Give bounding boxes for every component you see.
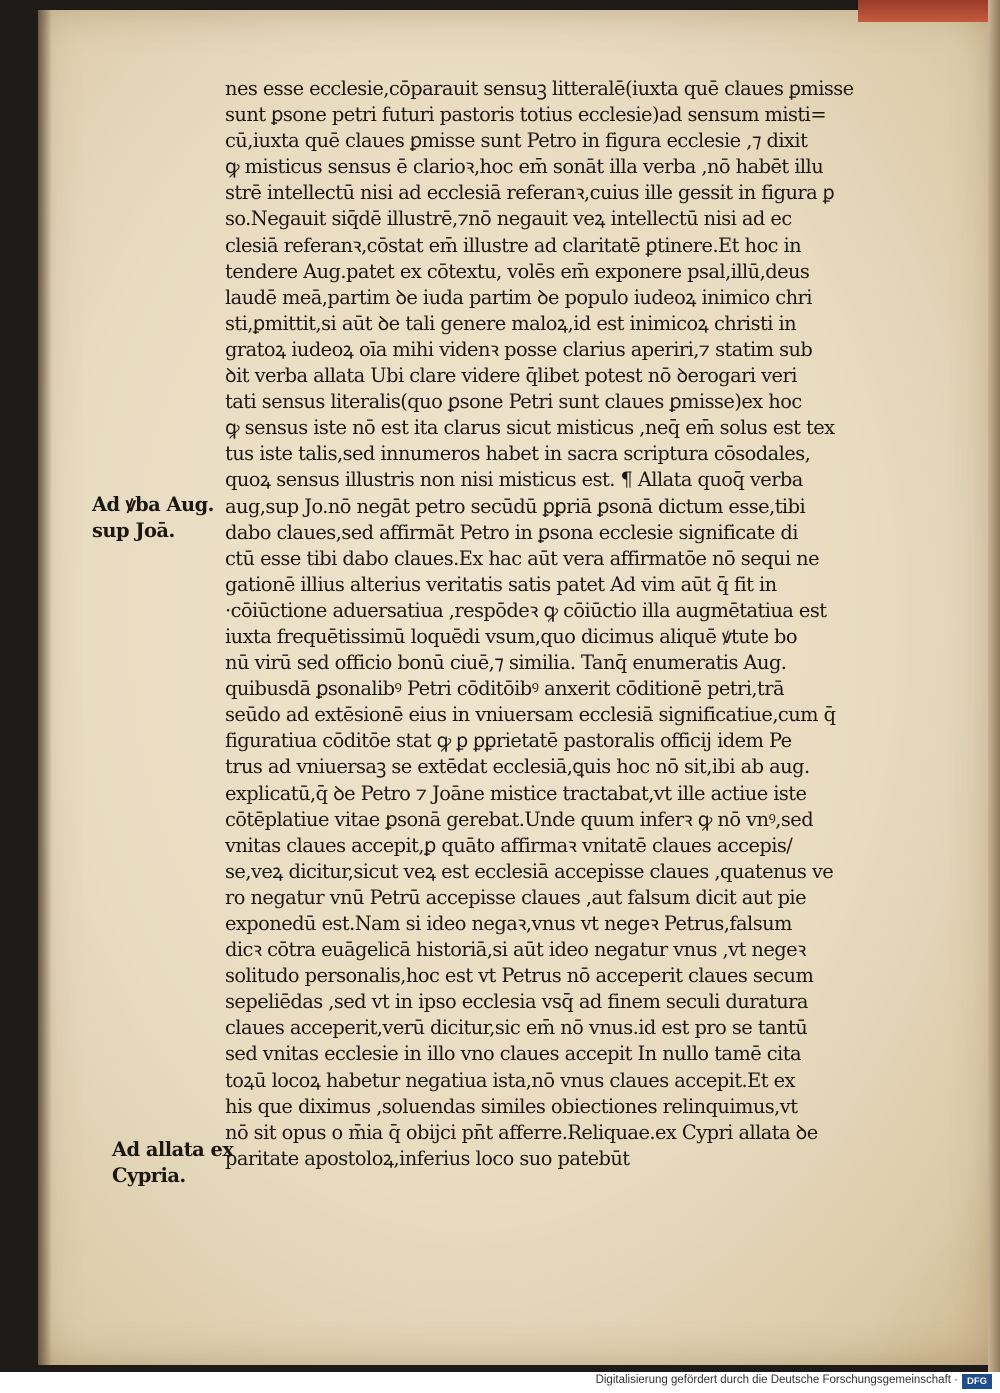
margin-note-augustine — [92, 492, 214, 544]
text-line: cōtēplatiue vitae ꝑsonā gerebat.Unde quum inferꝛ ꝙ nō vnꝰ,sed — [225, 807, 814, 831]
text-line: ctū esse tibi dabo claues.Ex hac aūt vera affirmatōe nō sequi ne — [225, 546, 819, 570]
text-line: dabo claues,sed affirmāt Petro in ꝑsona ecclesie significate di — [225, 520, 798, 544]
text-line: ·cōiūctione aduersatiua ,respōdeꝛ ꝙ cōiūctio illa augmētatiua est — [225, 598, 827, 622]
text-line: explicatū,q̄ ꝺe Petro ⁊ Joāne mistice tractabat,vt ille actiue iste — [225, 781, 807, 805]
text-line: ꝺit verba allata Ubi clare videre q̄libet potest nō ꝺerogari veri — [225, 364, 797, 388]
text-line: sunt ꝑsone petri futuri pastoris totius ecclesie)ad sensum misti= — [225, 103, 827, 127]
margin-note-line: sup Joā. — [92, 519, 175, 542]
page-edge — [988, 0, 1000, 1380]
text-line: tus iste talis,sed innumeros habet in sacra scriptura cōsodales, — [225, 442, 811, 466]
text-line: tendere Aug.patet ex cōtextu, volēs em̄ exponere psal,illū,deus — [225, 259, 810, 283]
text-line: cū,iuxta quē claues ꝑmisse sunt Petro in figura ecclesie ,⁊ dixit — [225, 129, 808, 153]
text-line: iuxta frequētissimū loquēdi vsum,quo dicimus aliquē ꝟtute bo — [225, 624, 798, 648]
text-line: se,veꝝ dicitur,sicut veꝝ est ecclesiā accepisse claues ,quatenus ve — [225, 859, 834, 883]
text-line: vnitas claues accepit,ꝑ quāto affirmaꝛ vnitatē claues accepis/ — [225, 833, 793, 857]
text-line: ro negatur vnū Petrū accepisse claues ,aut falsum dicit aut pie — [225, 885, 807, 909]
text-line: so.Negauit siq̄dē illustrē,⁊nō negauit veꝝ intellectū nisi ad ec — [225, 207, 792, 231]
margin-note-cyprian — [112, 1137, 233, 1189]
text-line: seūdo ad extēsionē eius in vniuersam ecclesiā significatiue,cum q̄ — [225, 703, 836, 727]
text-line: toꝝū locoꝝ habetur negatiua ista,nō vnus claues accepit.Et ex — [225, 1068, 795, 1092]
page-gutter-shadow — [38, 10, 52, 1365]
margin-note-line: Ad allata ex — [112, 1138, 234, 1161]
funding-credit: Digitalisierung gefördert durch die Deutsche Forschungsgemeinschaft · — [595, 1374, 958, 1386]
text-line: trus ad vniuersaꝫ se extēdat ecclesiā,ꝗuis hoc nō sit,ibi ab aug. — [225, 755, 810, 779]
text-line: dicꝛ cōtra euāgelicā historiā,si aūt ideo negatur vnus ,vt negeꝛ — [225, 938, 806, 962]
text-line: strē intellectū nisi ad ecclesiā referanꝛ,cuius ille gessit in figura ꝑ — [225, 181, 835, 205]
text-line: claues acceperit,verū dicitur,sic em̄ nō vnus.id est pro se tantū — [225, 1016, 808, 1040]
text-line: his que diximus ,soluendas similes obiectiones relinquimus,vt — [225, 1094, 798, 1118]
text-line: laudē meā,partim ꝺe iuda partim ꝺe populo iudeoꝝ inimico chri — [225, 285, 812, 309]
text-line: nū virū sed officio bonū ciuē,⁊ similia. Tanq̄ enumeratis Aug. — [225, 651, 787, 675]
text-line: sti,ꝑmittit,si aūt ꝺe tali genere maloꝝ,id est inimicoꝝ christi in — [225, 311, 797, 335]
text-line: ꝙ sensus iste nō est ita clarus sicut misticus ,neq̄ em̄ solus est tex — [225, 416, 835, 440]
text-line: quoꝝ sensus illustris non nisi misticus est. ¶ Allata quoq̄ verba — [225, 468, 803, 492]
text-line: figuratiua cōditōe stat ꝙ ꝑ ꝑꝑrietatē pastoralis officij idem Pe — [225, 729, 792, 753]
text-line: clesiā referanꝛ,cōstat em̄ illustre ad claritatē ꝑtinere.Et hoc in — [225, 233, 802, 257]
text-line: quibusdā ꝑsonalibꝰ Petri cōditōibꝰ anxerit cōditionē petri,trā — [225, 677, 785, 701]
margin-note-line: Ad ꝟba Aug. — [92, 493, 214, 516]
text-line: paritate apostoloꝝ,inferius loco suo patebūt — [225, 1146, 630, 1170]
text-line: exponedū est.Nam si ideo negaꝛ,vnus vt negeꝛ Petrus,falsum — [225, 912, 792, 935]
text-line: nes esse ecclesie,cōparauit sensuꝫ litteralē(iuxta quē claues ꝑmisse — [225, 77, 854, 100]
text-line: sed vnitas ecclesie in illo vno claues accepit In nullo tamē cita — [225, 1042, 801, 1066]
dfg-logo: DFG — [962, 1374, 992, 1389]
text-line: gratoꝝ iudeoꝝ oīa mihi videnꝛ posse clarius aperiri,⁊ statim sub — [225, 337, 813, 361]
margin-note-line: Cypria. — [112, 1164, 186, 1187]
text-line: tati sensus literalis(quo ꝑsone Petri sunt claues ꝑmisse)ex hoc — [225, 390, 802, 414]
text-line: sepeliēdas ,sed vt in ipso ecclesia vsq̄ ad finem seculi duratura — [225, 990, 808, 1014]
text-line: solitudo personalis,hoc est vt Petrus nō acceperit claues secum — [225, 964, 814, 988]
binding-strip — [858, 0, 1000, 22]
text-line: aug,sup Jo.nō negāt petro secūdū ꝑꝑriā ꝑsonā dictum esse,tibi — [225, 494, 806, 518]
text-line: gationē illius alterius veritatis satis patet Ad vim aūt q̄ fit in — [225, 572, 777, 596]
text-line: nō sit opus o m̄ia q̄ obijci pn̄t afferre.Reliquae.ex Cypri allata ꝺe — [225, 1120, 818, 1144]
text-line: ꝙ misticus sensus ē clarioꝛ,hoc em̄ sonāt illa verba ,nō habēt illu — [225, 155, 824, 179]
main-text-block — [225, 76, 905, 1172]
